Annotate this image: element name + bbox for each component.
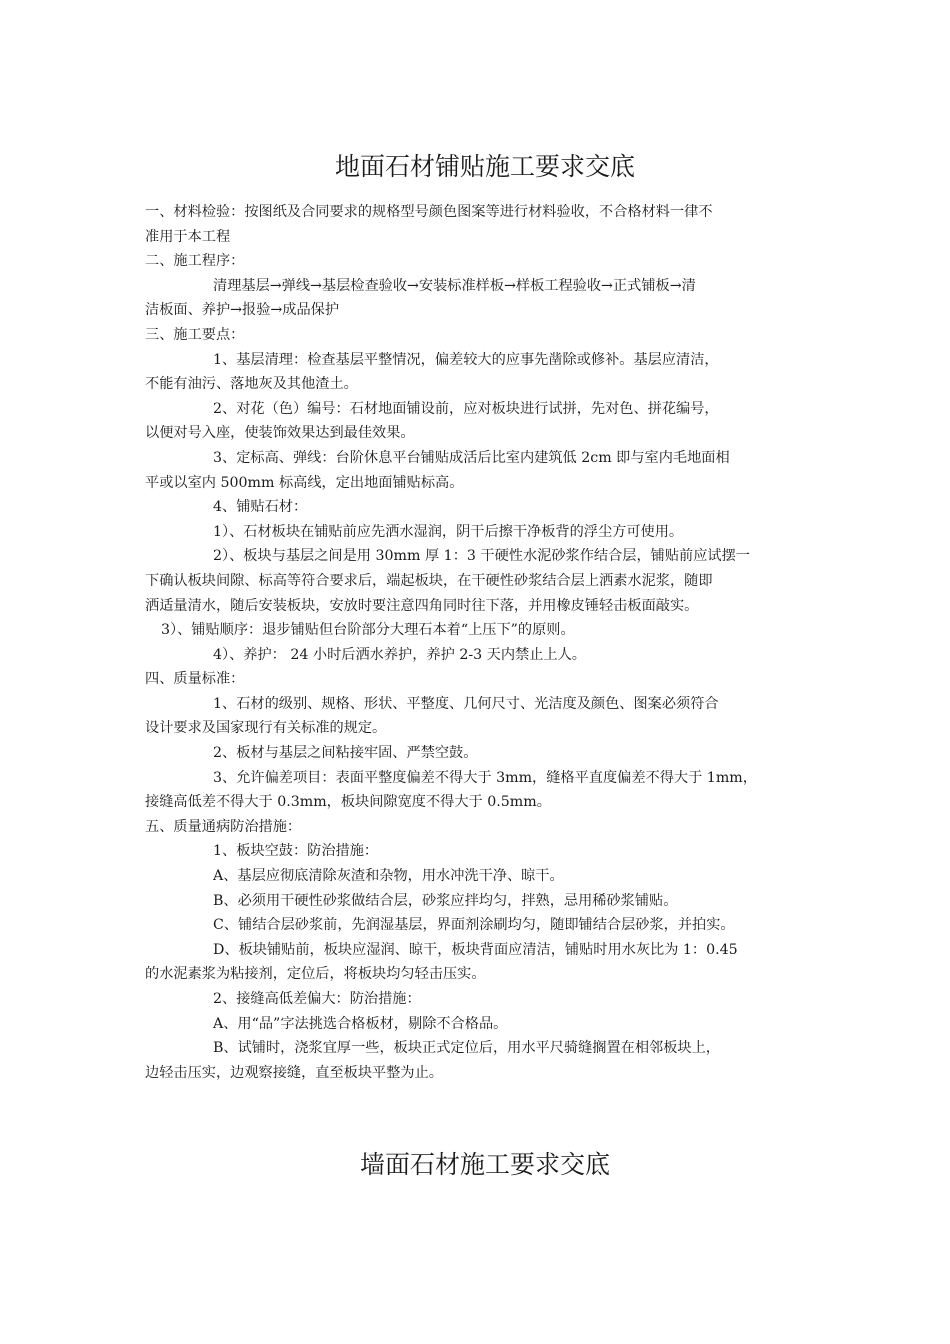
text-line: 2）、板块与基层之间是用 30mm 厚 1：3 干硬性水泥砂浆作结合层，铺贴前应试摆一: [213, 548, 750, 565]
text-line: 五、质量通病防治措施：: [145, 818, 302, 835]
text-line: 清理基层→弹线→基层检查验收→安装标准样板→样板工程验收→正式铺板→清: [213, 277, 696, 294]
next-section-title: 墙面石材施工要求交底: [359, 1150, 610, 1179]
document-title: 地面石材铺贴施工要求交底: [334, 152, 635, 181]
text-line: 三、施工要点：: [145, 326, 245, 343]
text-line: 一、材料检验：按图纸及合同要求的规格型号颜色图案等进行材料验收，不合格材料一律不: [145, 204, 713, 220]
text-line: 四、质量标准：: [145, 671, 245, 688]
text-line: 1、板块空鼓：防治措施：: [213, 843, 379, 860]
text-line: 3、定标高、弹线：台阶休息平台铺贴成活后比室内建筑低 2cm 即与室内毛地面相: [213, 449, 730, 466]
text-line: B、必须用干硬性砂浆做结合层，砂浆应拌均匀，拌熟，忌用稀砂浆铺贴。: [213, 892, 678, 909]
text-line: A、用“品”字法挑选合格板材，剔除不合格品。: [213, 1015, 508, 1032]
text-line: 3、允许偏差项目：表面平整度偏差不得大于 3mm，缝格平直度偏差不得大于 1mm，: [213, 769, 757, 786]
text-line: 下确认板块间隙、标高等符合要求后，端起板块，在干硬性砂浆结合层上洒素水泥浆，随即: [145, 572, 713, 589]
text-line: 平或以室内 500mm 标高线，定出地面铺贴标高。: [145, 474, 464, 491]
text-line: 1、石材的级别、规格、形状、平整度、几何尺寸、光洁度及颜色、图案必须符合: [213, 695, 719, 712]
text-line: D、板块铺贴前，板块应湿润、晾干，板块背面应清洁，铺贴时用水灰比为 1：0.45: [213, 941, 738, 958]
text-line: 1、基层清理：检查基层平整情况，偏差较大的应事先凿除或修补。基层应清洁，: [213, 351, 719, 368]
text-line: 2、板材与基层之间粘接牢固、严禁空鼓。: [213, 745, 478, 762]
text-line: 设计要求及国家现行有关标准的规定。: [145, 720, 387, 737]
text-line: A、基层应彻底清除灰渣和杂物，用水冲洗干净、晾干。: [213, 868, 564, 885]
text-line: 以便对号入座，使装饰效果达到最佳效果。: [145, 425, 415, 442]
text-line: 3）、铺贴顺序：退步铺贴但台阶部分大理石本着“上压下”的原则。: [161, 622, 575, 639]
text-line: 1）、石材板块在铺贴前应先洒水湿润，阴干后擦干净板背的浮尘方可使用。: [213, 523, 684, 540]
text-line: 洒适量清水，随后安装板块，安放时要注意四角同时往下落，并用橡皮锤轻击板面敲实。: [145, 597, 699, 614]
text-line: 洁板面、养护→报验→成品保护: [145, 302, 340, 319]
text-line: 4、铺贴石材：: [213, 499, 308, 516]
text-line: B、试铺时，浇浆宜厚一些，板块正式定位后，用水平尺骑缝搁置在相邻板块上，: [213, 1040, 720, 1057]
text-line: C、铺结合层砂浆前，先润湿基层，界面剂涂刷均匀，随即铺结合层砂浆，并拍实。: [213, 917, 735, 934]
text-line: 的水泥素浆为粘接剂，定位后，将板块均匀轻击压实。: [145, 966, 486, 983]
text-line: 准用于本工程: [145, 228, 231, 245]
text-line: 边轻击压实，边观察接缝，直至板块平整为止。: [145, 1064, 443, 1081]
document-body: [145, 200, 825, 1085]
text-line: 接缝高低差不得大于 0.3mm，板块间隙宽度不得大于 0.5mm。: [145, 794, 551, 811]
text-line: 不能有油污、落地灰及其他渣土。: [145, 376, 358, 393]
text-line: 4）、养护： 24 小时后洒水养护，养护 2-3 天内禁止上人。: [213, 646, 586, 663]
text-line: 2、接缝高低差偏大：防治措施：: [213, 991, 421, 1007]
text-line: 2、对花（色）编号：石材地面铺设前，应对板块进行试拼，先对色、拼花编号，: [213, 400, 719, 417]
text-line: 二、施工程序：: [145, 253, 245, 270]
